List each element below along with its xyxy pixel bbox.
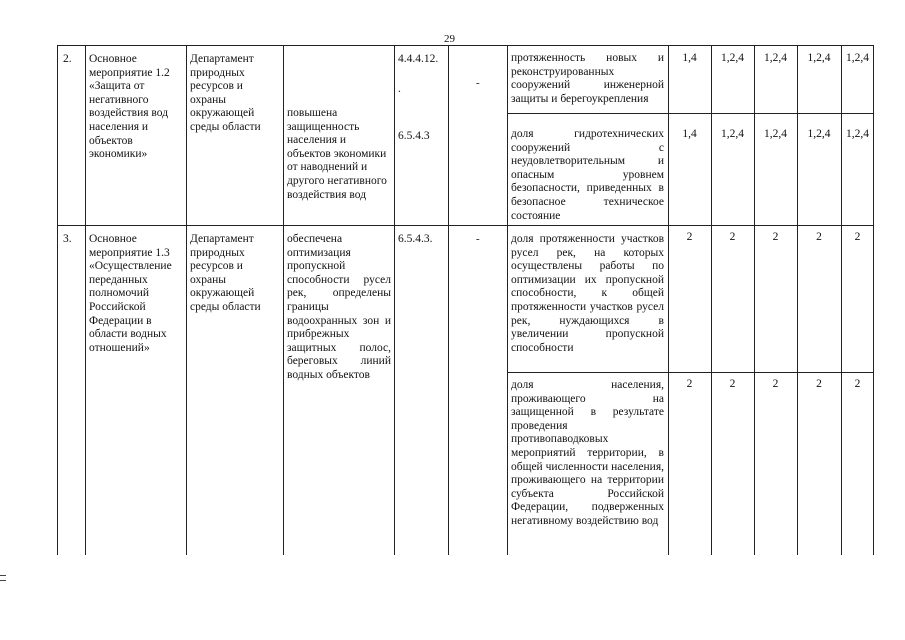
indicator-value: 2 [854, 378, 861, 390]
indicator-text: доля гидротехнических сооружений с неудовлетворительным и опасным уровнем безопасности, приведенных в безопасное техническое состояние [511, 128, 664, 222]
indicator-value: 1,2,4 [846, 52, 869, 64]
code: 6.5.4.3. [398, 233, 433, 245]
grid-line [668, 45, 669, 555]
indicator-text: доля протяженности участков русел рек, на которых осуществлены работы по оптимизации их пропускной способности, к общей протяженности участков русел рек, нуждающихся в увеличении пропускной способности [511, 233, 664, 354]
indicator-text: доля населения, проживающего на защищенной в результате проведения противопаводковых мероприятий территории, в общей численности населения, проживающего на территории субъекта Российской Федерации, подверженных негативному воздействию вод [511, 379, 664, 527]
indicator-text: протяженность новых и реконструированных сооружений инженерной защиты и берегоукрепления [511, 52, 664, 105]
program-table [57, 45, 874, 555]
grid-line [507, 372, 874, 373]
indicator-value: 1,2,4 [807, 52, 831, 64]
indicator-value: 2 [816, 378, 822, 390]
row-number: 2. [63, 53, 72, 65]
indicator-value: 2 [686, 378, 693, 390]
indicator-value: 1,2,4 [721, 128, 744, 140]
department-name: Департамент природных ресурсов и охраны окружающей среды области [190, 233, 261, 313]
page-number: 29 [444, 33, 455, 45]
indicator-value: 1,2,4 [721, 52, 744, 64]
indicator-value: 1,4 [682, 52, 697, 64]
expected-result: обеспечена оптимизация пропускной способности русел рек, определены границы водоохранных зон и прибрежных защитных полос, береговых линий водных объектов [287, 233, 391, 381]
event-name: Основное мероприятие 1.2 «Защита от негативного воздействия вод населения и объектов экономики» [89, 53, 170, 161]
code: 6.5.4.3 [398, 130, 430, 142]
indicator-value: 1,2,4 [846, 128, 869, 140]
expected-result: повышена защищенность населения и объектов экономики от наводнений и другого негативного воздействия вод [287, 107, 387, 201]
grid-line [57, 225, 874, 226]
grid-line [507, 45, 508, 555]
margin-mark [0, 575, 6, 581]
grid-line [283, 45, 284, 555]
grid-line [394, 45, 395, 555]
grid-line [754, 45, 755, 555]
indicator-value: 2 [729, 378, 736, 390]
indicator-value: 2 [854, 231, 861, 243]
grid-line [507, 113, 874, 114]
indicator-value: 1,2,4 [807, 128, 831, 140]
code: 4.4.4.12. [398, 53, 439, 65]
row-number: 3. [63, 233, 72, 245]
indicator-value: 1,2,4 [764, 128, 787, 140]
grid-line [85, 45, 86, 555]
indicator-value: 2 [772, 378, 779, 390]
indicator-value: 2 [816, 231, 822, 243]
grid-line [448, 45, 449, 555]
dash-mark: - [476, 233, 480, 245]
grid-line [57, 45, 58, 555]
indicator-value: 2 [729, 231, 736, 243]
grid-line [841, 45, 842, 555]
grid-line [797, 45, 798, 555]
grid-line [57, 45, 874, 46]
dash-mark: - [476, 77, 480, 89]
grid-line [873, 45, 874, 555]
department-name: Департамент природных ресурсов и охраны окружающей среды области [190, 53, 261, 133]
grid-line [711, 45, 712, 555]
indicator-value: 2 [686, 231, 693, 243]
indicator-value: 1,2,4 [764, 52, 787, 64]
indicator-value: 2 [772, 231, 779, 243]
code: . [398, 83, 401, 95]
indicator-value: 1,4 [682, 128, 697, 140]
grid-line [186, 45, 187, 555]
event-name: Основное мероприятие 1.3 «Осуществление переданных полномочий Российской Федерации в области водных отношений» [89, 233, 172, 354]
